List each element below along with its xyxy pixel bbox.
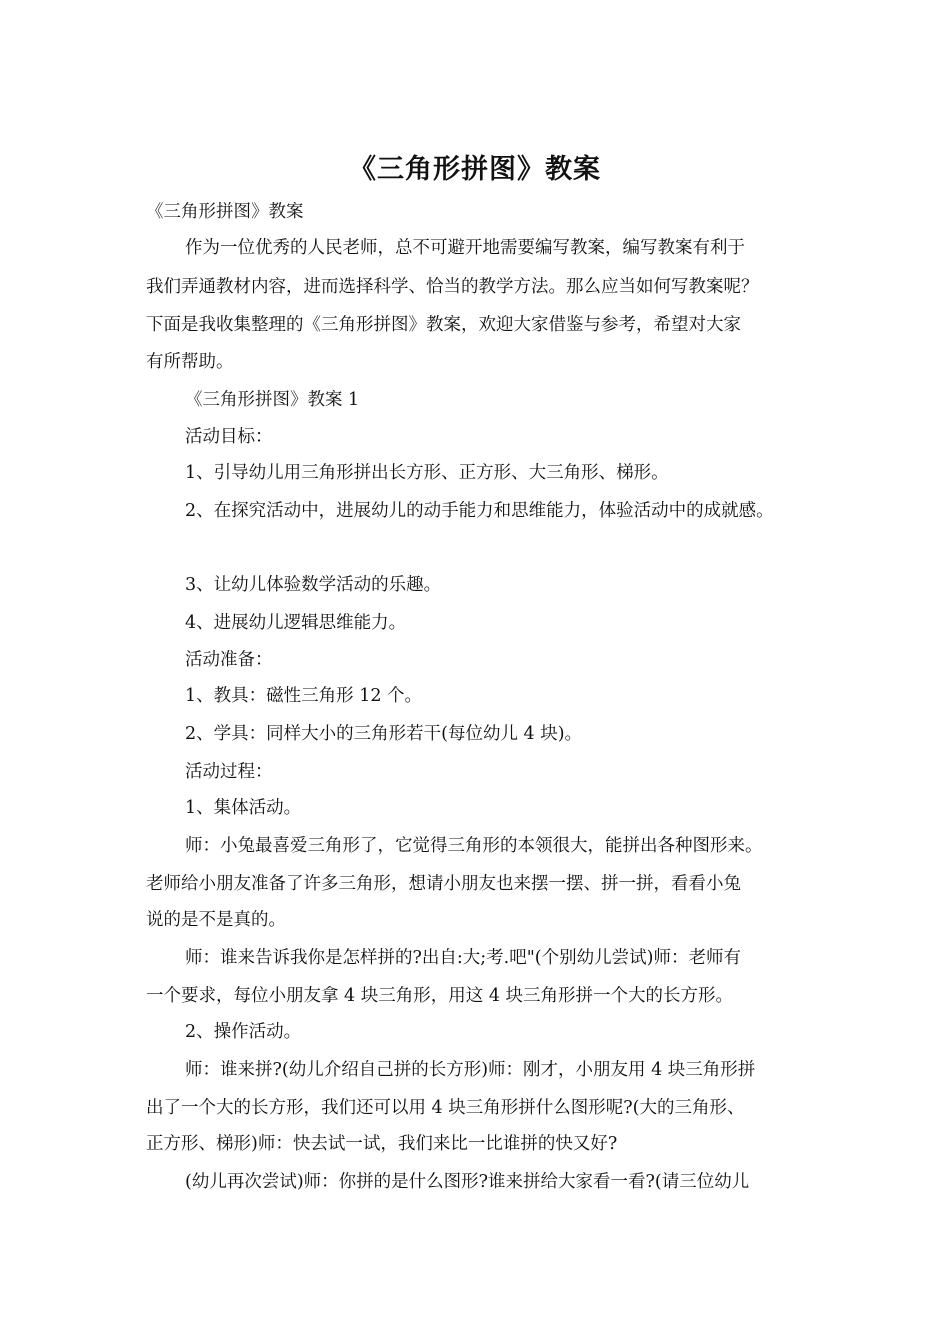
text-line: 师：小兔最喜爱三角形了，它觉得三角形的本领很大，能拼出各种图形来。 xyxy=(185,836,763,856)
text-line: 有所帮助。 xyxy=(146,352,234,372)
text-line: 2、在探究活动中，进展幼儿的动手能力和思维能力，体验活动中的成就感。 xyxy=(185,501,774,521)
document-title: 《三角形拼图》教案 xyxy=(349,154,601,185)
text-line: 师：谁来拼?(幼儿介绍自己拼的长方形)师：刚才，小朋友用 4 块三角形拼 xyxy=(185,1060,756,1080)
text-line: 说的是不是真的。 xyxy=(146,910,286,930)
text-line: 活动目标： xyxy=(185,427,273,447)
text-line: 正方形、梯形)师：快去试一试，我们来比一比谁拼的快又好? xyxy=(146,1134,618,1154)
text-line: 师：谁来告诉我你是怎样拼的?出自:大;考.吧"(个别幼儿尝试)师：老师有 xyxy=(185,948,741,968)
text-line: 下面是我收集整理的《三角形拼图》教案，欢迎大家借鉴与参考，希望对大家 xyxy=(146,315,741,335)
text-line: 1、教具：磁性三角形 12 个。 xyxy=(185,686,423,706)
text-line: 2、学具：同样大小的三角形若干(每位幼儿 4 块)。 xyxy=(185,724,583,744)
text-line: 活动过程： xyxy=(185,762,273,782)
text-line: 4、进展幼儿逻辑思维能力。 xyxy=(185,613,407,633)
text-line: 作为一位优秀的人民老师，总不可避开地需要编写教案，编写教案有利于 xyxy=(185,238,745,258)
text-line: 3、让幼儿体验数学活动的乐趣。 xyxy=(185,575,442,595)
text-line: 出了一个大的长方形，我们还可以用 4 块三角形拼什么图形呢?(大的三角形、 xyxy=(146,1098,745,1118)
text-line: 我们弄通教材内容，进而选择科学、恰当的教学方法。那么应当如何写教案呢？ xyxy=(146,277,759,297)
text-line: 《三角形拼图》教案 xyxy=(146,202,304,222)
text-line: 老师给小朋友准备了许多三角形，想请小朋友也来摆一摆、拼一拼，看看小兔 xyxy=(146,874,741,894)
text-line: 一个要求，每位小朋友拿 4 块三角形，用这 4 块三角形拼一个大的长方形。 xyxy=(146,986,734,1006)
text-line: (幼儿再次尝试)师：你拼的是什么图形?谁来拼给大家看一看?(请三位幼儿 xyxy=(185,1172,750,1192)
text-line: 1、引导幼儿用三角形拼出长方形、正方形、大三角形、梯形。 xyxy=(185,463,669,483)
text-line: 1、集体活动。 xyxy=(185,798,302,818)
section-heading: 《三角形拼图》教案 1 xyxy=(185,390,360,410)
text-line: 2、操作活动。 xyxy=(185,1022,302,1042)
text-line: 活动准备： xyxy=(185,650,273,670)
